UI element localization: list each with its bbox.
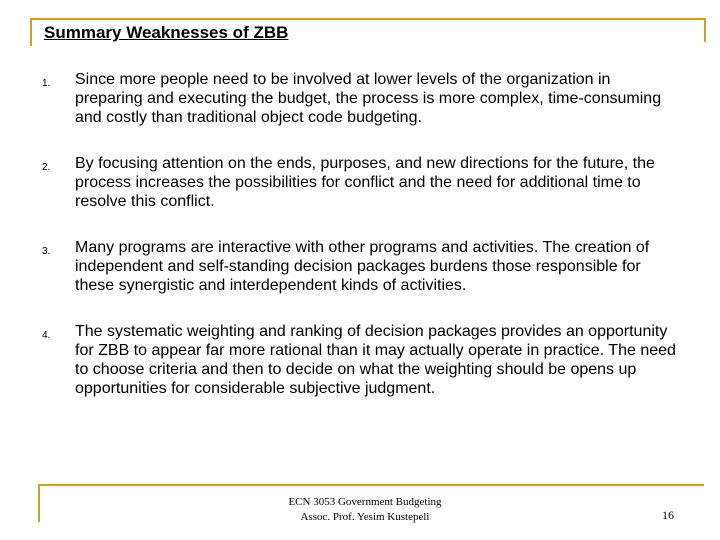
item-text: The systematic weighting and ranking of decision packages provides an opportunity for ZBB to appear far more rational than it may actually operate in practice. The need to choose criteria and then to decide on what the weighting should be opens up opportunities for considerable subjective judgment. [75, 323, 676, 397]
item-number: 2. [42, 162, 51, 173]
weakness-list [0, 70, 720, 425]
list-item [0, 238, 720, 295]
right-rule [704, 18, 706, 42]
item-number: 1. [42, 78, 51, 89]
footer-course: ECN 3053 Government Budgeting [288, 496, 442, 508]
bottom-left-rule [38, 484, 40, 522]
list-item [0, 70, 720, 127]
list-item [0, 154, 720, 211]
page-number: 16 [662, 508, 674, 522]
item-number: 4. [42, 330, 51, 341]
item-text: Many programs are interactive with other programs and activities. The creation of independent and self-standing decision packages burdens those responsible for these synergistic and interdependent kinds of activities. [75, 239, 650, 294]
item-number: 3. [42, 246, 51, 257]
item-text: Since more people need to be involved at lower levels of the organization in preparing and executing the budget, the process is more complex, time-consuming and costly than traditional object code budgeting. [75, 71, 662, 126]
left-rule [30, 18, 32, 46]
slide-title: Summary Weaknesses of ZBB [44, 23, 289, 42]
top-rule [30, 18, 706, 20]
item-text: By focusing attention on the ends, purposes, and new directions for the future, the process increases the possibilities for conflict and the need for additional time to resolve this conflict. [75, 155, 655, 210]
footer [240, 495, 490, 525]
footer-author: Assoc. Prof. Yesim Kustepeli [300, 511, 430, 523]
list-item [0, 322, 720, 398]
bottom-rule [38, 484, 704, 486]
